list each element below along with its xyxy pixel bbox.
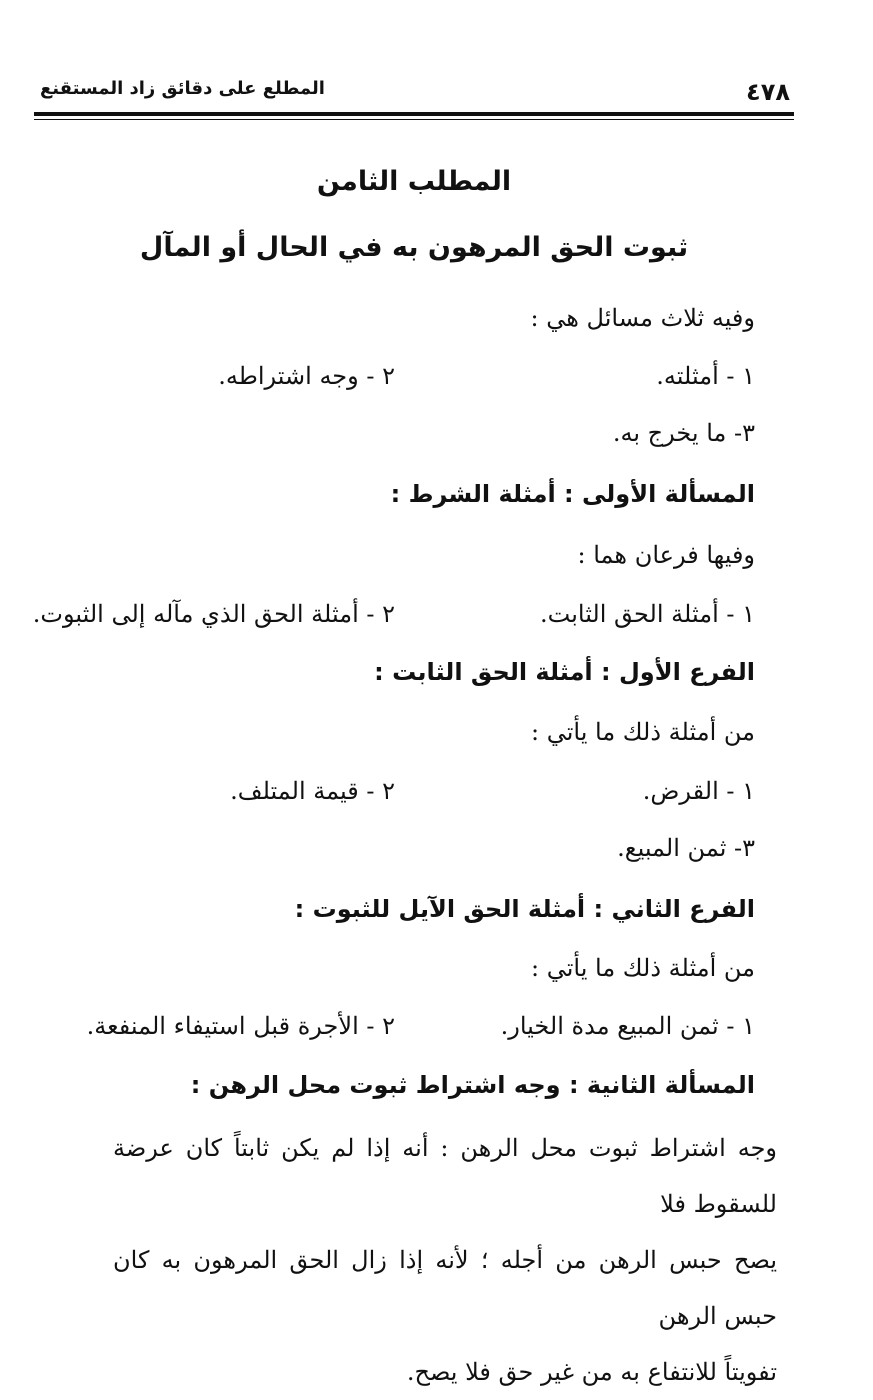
paragraph-line: تفويتاً للانتفاع به من غير حق فلا يصح. (406, 1358, 777, 1386)
issue-item: ٢ - أمثلة الحق الذي مآله إلى الثبوت. (32, 600, 395, 628)
issue-item: ١ - أمثلة الحق الثابت. (540, 600, 755, 628)
branch-intro: من أمثلة ذلك ما يأتي : (530, 718, 755, 746)
issue-heading: المسألة الثانية : وجه اشتراط ثبوت محل الرهن : (190, 1071, 755, 1099)
section-item: ٣- ما يخرج به. (612, 419, 755, 447)
header-rule-thick (34, 112, 794, 116)
branch-item: ٢ - الأجرة قبل استيفاء المنفعة. (86, 1012, 395, 1040)
issue-intro: وفيها فرعان هما : (577, 541, 755, 569)
section-item: ١ - أمثلته. (656, 362, 755, 390)
branch-item: ٣- ثمن المبيع. (617, 834, 755, 862)
page-number: ٤٧٨ (746, 78, 790, 106)
paragraph-line: وجه اشتراط ثبوت محل الرهن : أنه إذا لم يكن ثابتاً كان عرضة للسقوط فلا (113, 1134, 777, 1218)
section-item: ٢ - وجه اشتراطه. (218, 362, 395, 390)
page-header (34, 72, 794, 106)
branch-item: ٢ - قيمة المتلف. (230, 777, 395, 805)
branch-item: ١ - القرض. (642, 777, 755, 805)
issue-heading: المسألة الأولى : أمثلة الشرط : (390, 480, 755, 508)
paragraph-line: يصح حبس الرهن من أجله ؛ لأنه إذا زال الحق المرهون به كان حبس الرهن (113, 1246, 777, 1330)
header-rule-thin (34, 119, 794, 120)
branch-item: ١ - ثمن المبيع مدة الخيار. (500, 1012, 755, 1040)
issue-body-paragraph (113, 1120, 777, 1400)
branch-heading: الفرع الأول : أمثلة الحق الثابت : (374, 658, 755, 686)
branch-intro: من أمثلة ذلك ما يأتي : (530, 954, 755, 982)
branch-heading: الفرع الثاني : أمثلة الحق الآيل للثبوت : (294, 895, 755, 923)
section-subtitle: ثبوت الحق المرهون به في الحال أو المآل (139, 232, 689, 263)
section-intro: وفيه ثلاث مسائل هي : (530, 304, 755, 332)
running-title: المطلع على دقائق زاد المستقنع (40, 78, 325, 99)
section-title: المطلب الثامن (316, 166, 512, 197)
